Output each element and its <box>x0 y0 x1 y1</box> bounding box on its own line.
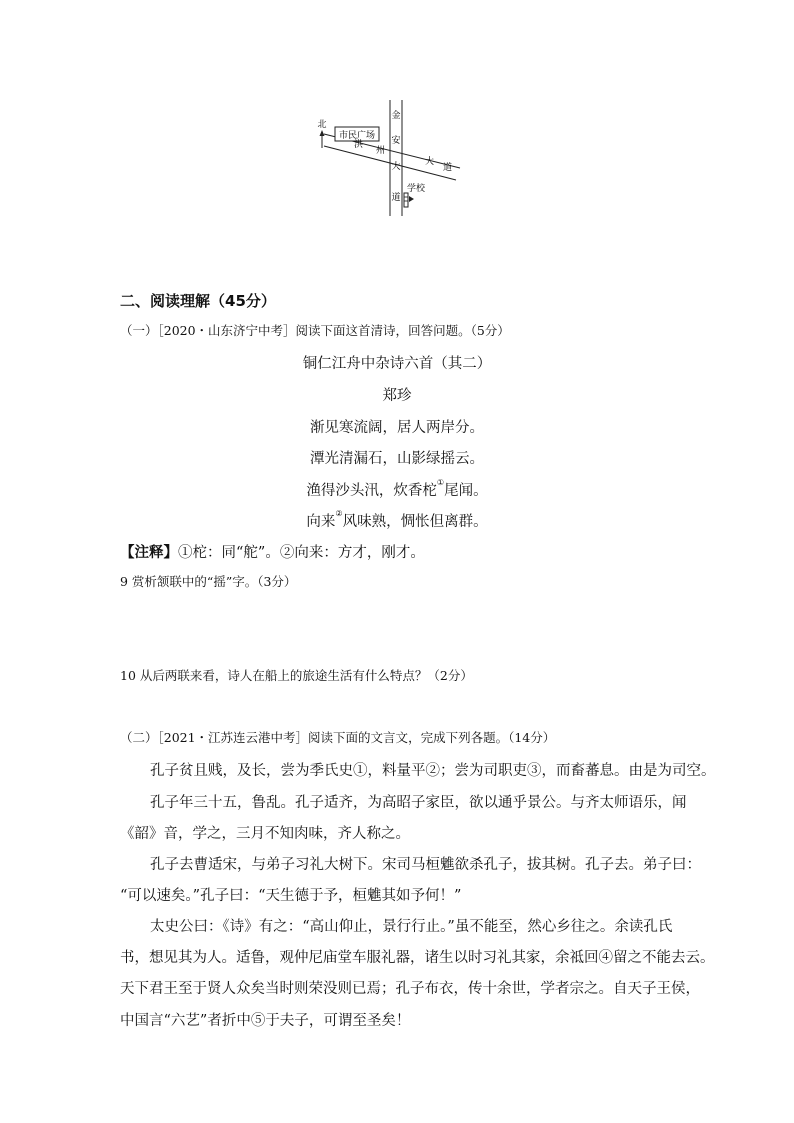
poem-line-1: 渐见寒流阔，居人两岸分。 <box>310 420 484 436</box>
square-label: 市民广场 <box>338 131 376 141</box>
poem-line-3 <box>0 479 794 500</box>
poem-title: 铜仁江舟中杂诗六首（其二） <box>302 356 492 372</box>
passage-line-6: 太史公曰：《诗》有之：“高山仰止，景行行止。”虽不能至，然心乡往之。余读孔氏 <box>150 919 673 935</box>
north-label: 北 <box>317 120 327 130</box>
poem-line-3-post: 尾闻。 <box>444 483 488 499</box>
passage-line-3: 《韶》音，学之，三月不知肉味，齐人称之。 <box>120 826 410 842</box>
school-flag-icon <box>409 196 414 202</box>
ns-road-char-1: 金 <box>391 111 401 121</box>
question-10: 10 从后两联来看，诗人在船上的旅途生活有什么特点？（2分） <box>120 668 473 683</box>
passage-line-4: 孔子去曹适宋，与弟子习礼大树下。宋司马桓魋欲杀孔子，拔其树。孔子去。弟子曰： <box>150 857 701 873</box>
north-arrowhead <box>320 130 325 136</box>
ew-road-char-3: 大 <box>425 157 435 167</box>
passage-line-8: 天下君王至于贤人众矣当时则荣没则已焉；孔子布衣，传十余世，学者宗之。自天子王侯， <box>120 981 700 997</box>
part2-header: （二）［2021・江苏连云港中考］阅读下面的文言文，完成下列各题。（14分） <box>120 730 556 745</box>
poem-author: 郑珍 <box>382 388 412 404</box>
poem-line-4-sup: ② <box>335 509 343 518</box>
notes-body: ①柁：同“舵”。②向来：方才，刚才。 <box>178 545 425 561</box>
question-9: 9 赏析颔联中的“摇”字。（3分） <box>120 574 297 589</box>
passage-line-7: 书，想见其为人。适鲁，观仲尼庙堂车服礼器，诸生以时习礼其家，余祗回④留之不能去云。 <box>120 950 715 966</box>
poem-line-4 <box>0 510 794 531</box>
school-label: 学校 <box>407 184 426 194</box>
ew-road-char-2: 州 <box>376 146 386 156</box>
school-building <box>404 193 408 207</box>
ns-road-char-4: 道 <box>391 193 401 203</box>
section-title: 二、阅读理解（45分） <box>120 292 276 310</box>
poem-line-3-pre: 渔得沙头汛，炊香柁 <box>306 483 437 499</box>
passage-line-9: 中国言“六艺”者折中⑤于夫子，可谓至圣矣！ <box>120 1013 411 1029</box>
poem-line-4-pre: 向来 <box>306 514 336 530</box>
ew-road-char-4: 道 <box>443 163 453 173</box>
ns-road-char-3: 大 <box>391 162 401 172</box>
passage-line-5: “可以速矣。”孔子曰：“天生德于予，桓魋其如予何！” <box>120 888 462 904</box>
poem-line-3-sup: ① <box>436 478 445 487</box>
notes-head: 【注释】 <box>120 544 178 561</box>
map-figure <box>310 96 480 221</box>
part1-header: （一）［2020・山东济宁中考］阅读下面这首清诗，回答问题。（5分） <box>120 323 510 338</box>
ns-road-char-2: 安 <box>391 136 401 146</box>
passage-line-2: 孔子年三十五，鲁乱。孔子适齐，为高昭子家臣，欲以通乎景公。与齐太师语乐，闻 <box>150 795 687 811</box>
ew-road-char-1: 洪 <box>354 140 364 150</box>
passage-line-1: 孔子贫且贱，及长，尝为季氏史①，料量平②；尝为司职吏③，而畜蕃息。由是为司空。 <box>150 763 716 779</box>
notes <box>120 541 425 562</box>
poem-line-4-post: 风味熟，惆怅但离群。 <box>342 514 488 530</box>
poem-line-2: 潭光清漏石，山影绿摇云。 <box>310 451 484 467</box>
